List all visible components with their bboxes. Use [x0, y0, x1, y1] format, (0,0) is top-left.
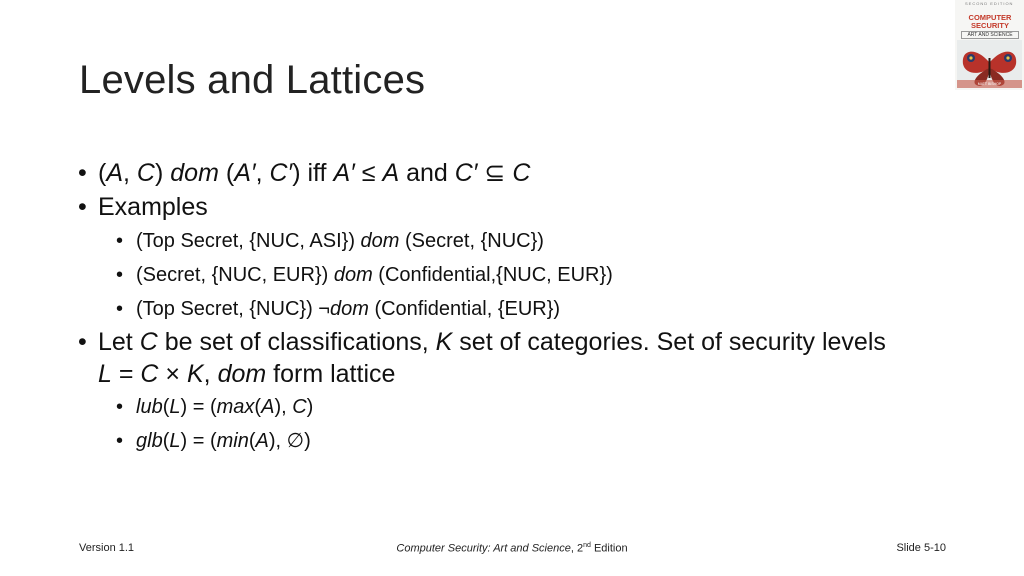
cover-author: MATT BISHOP: [977, 82, 1002, 86]
footer-book-title: Computer Security: Art and Science, 2nd Edition: [396, 542, 628, 555]
bullet-lattice-definition: • Let C be set of classifications, K set of categories. Set of security levels L = C × K, dom form lattice: [78, 326, 978, 390]
example-item: • (Top Secret, {NUC}) ¬dom (Confidential, {EUR}): [78, 292, 978, 326]
slide-body: [78, 156, 978, 458]
slide-title: Levels and Lattices: [79, 58, 426, 102]
bullet-dom-definition: • (A, C) dom (A′, C′) iff A′ ≤ A and C′ ⊆ C: [78, 156, 978, 190]
cover-subtitle: ART AND SCIENCE: [961, 31, 1019, 39]
lub-item: • lub(L) = (max(A), C): [78, 390, 978, 424]
bullet-examples: • Examples: [78, 190, 978, 224]
cover-title: COMPUTER SECURITY: [968, 13, 1012, 30]
butterfly-image: [957, 40, 1022, 88]
cover-edition-text: SECOND EDITION: [965, 1, 1014, 6]
footer-version: Version 1.1: [79, 542, 135, 554]
glb-item: • glb(L) = (min(A), ∅): [78, 424, 978, 458]
example-item: • (Top Secret, {NUC, ASI}) dom (Secret, {NUC}): [78, 224, 978, 258]
example-item: • (Secret, {NUC, EUR}) dom (Confidential,{NUC, EUR}): [78, 258, 978, 292]
footer-slide-number: Slide 5-10: [896, 542, 946, 554]
book-cover-thumbnail: [955, 0, 1024, 90]
